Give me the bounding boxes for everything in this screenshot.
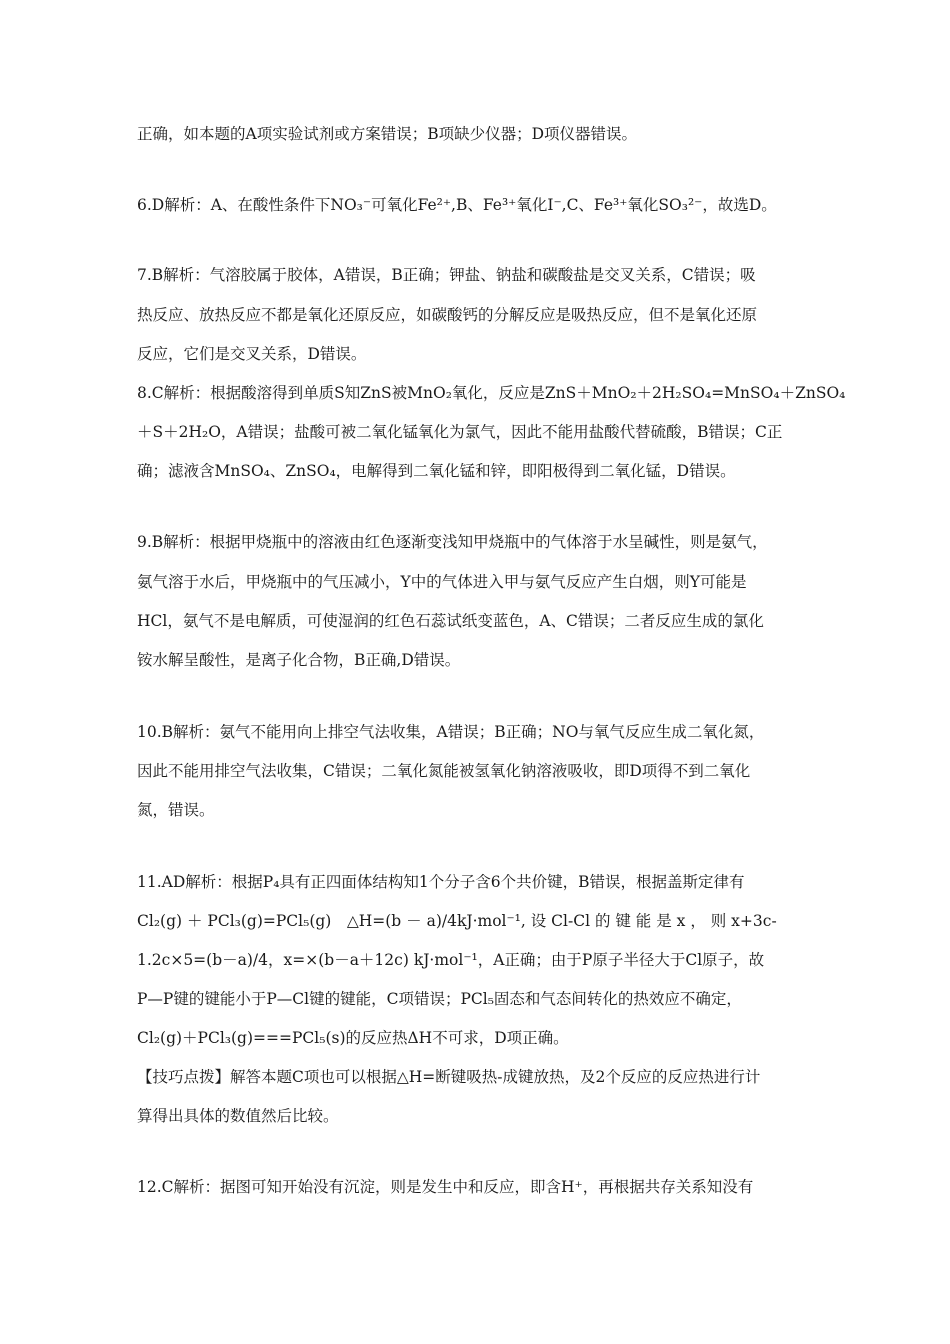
text-line: 11.AD解析：根据P₄具有正四面体结构知1个分子含6个共价键，B错误，根据盖斯定律有	[137, 873, 745, 891]
text-line: Cl₂(g) ＋ PCl₃(g)=PCl₅(g) △H=(b － a)/4kJ·mol⁻¹, 设 Cl-Cl 的 键 能 是 x ， 则 x+3c-	[137, 912, 777, 930]
text-line: 正确，如本题的A项实验试剂或方案错误；B项缺少仪器；D项仪器错误。	[137, 125, 638, 143]
text-line: 氨气溶于水后，甲烧瓶中的气压减小，Y中的气体进入甲与氨气反应产生白烟，则Y可能是	[137, 573, 747, 591]
text-line: 算得出具体的数值然后比较。	[137, 1107, 339, 1125]
text-line: 12.C解析：据图可知开始没有沉淀，则是发生中和反应，即含H⁺，再根据共存关系知没有	[137, 1178, 754, 1196]
text-line: 确；滤液含MnSO₄、ZnSO₄，电解得到二氧化锰和锌，即阳极得到二氧化锰，D错误。	[137, 462, 736, 480]
text-line: 因此不能用排空气法收集，C错误；二氧化氮能被氢氧化钠溶液吸收，即D项得不到二氧化	[137, 762, 751, 780]
text-line: 8.C解析：根据酸溶得到单质S知ZnS被MnO₂氧化，反应是ZnS＋MnO₂＋2H₂SO₄=MnSO₄＋ZnSO₄	[137, 384, 846, 402]
text-line: 反应，它们是交叉关系，D错误。	[137, 345, 367, 363]
text-line: Cl₂(g)＋PCl₃(g)===PCl₅(s)的反应热ΔH不可求，D项正确。	[137, 1029, 569, 1047]
text-line: ＋S＋2H₂O，A错误；盐酸可被二氧化锰氧化为氯气，因此不能用盐酸代替硫酸，B错误；C正	[137, 423, 783, 441]
text-line: 9.B解析：根据甲烧瓶中的溶液由红色逐渐变浅知甲烧瓶中的气体溶于水呈碱性，则是氨气，	[137, 533, 768, 551]
text-line: 氮，错误。	[137, 801, 215, 819]
text-line: 10.B解析：氨气不能用向上排空气法收集，A错误；B正确；NO与氧气反应生成二氧化氮，	[137, 723, 765, 741]
text-line: 7.B解析：气溶胶属于胶体，A错误，B正确；钾盐、钠盐和碳酸盐是交叉关系，C错误；吸	[137, 266, 756, 284]
text-line: 【技巧点拨】解答本题C项也可以根据△H=断键吸热-成键放热，及2个反应的反应热进行计	[137, 1068, 761, 1086]
text-line: 铵水解呈酸性，是离子化合物，B正确,D错误。	[137, 651, 461, 669]
text-line: 热反应、放热反应不都是氧化还原反应，如碳酸钙的分解反应是吸热反应，但不是氧化还原	[137, 306, 758, 324]
text-line: 6.D解析：A、在酸性条件下NO₃⁻可氧化Fe²⁺,B、Fe³⁺氧化I⁻,C、Fe³⁺氧化SO₃²⁻，故选D。	[137, 196, 777, 214]
text-line: HCl，氨气不是电解质，可使湿润的红色石蕊试纸变蓝色，A、C错误；二者反应生成的氯化	[137, 612, 764, 630]
text-line: 1.2c×5=(b－a)/4，x=×(b－a＋12c) kJ·mol⁻¹，A正确；由于P原子半径大于Cl原子，故	[137, 951, 765, 969]
text-line: P—P键的键能小于P—Cl键的键能，C项错误；PCl₅固态和气态间转化的热效应不确定，	[137, 990, 742, 1008]
